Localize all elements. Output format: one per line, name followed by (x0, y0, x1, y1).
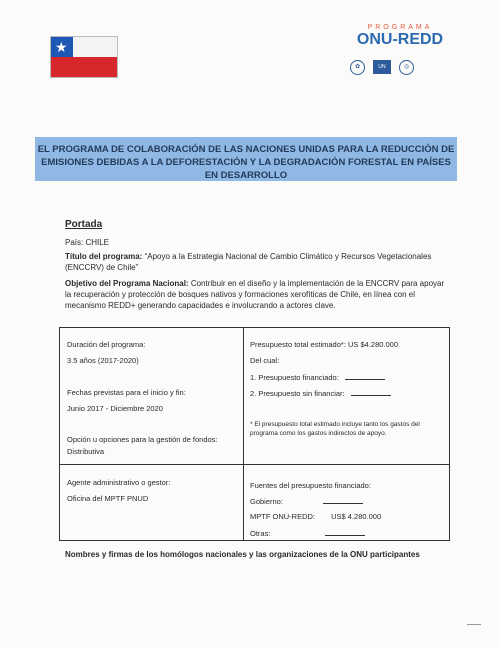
gobierno-row (250, 496, 363, 507)
partner-logos (350, 60, 414, 75)
presupuesto-nota: * El presupuesto total estimado incluye tanto los gastos del programa como los gastos indirectos de apoyo. (250, 421, 420, 437)
del-cual: Del cual: (250, 356, 280, 365)
un-environment-logo-icon: ◎ (399, 60, 414, 75)
fechas-label: Fechas previstas para el inicio y fin: (67, 388, 186, 397)
objetivo-label: Objetivo del Programa Nacional: (65, 279, 189, 288)
chile-flag-image (50, 36, 118, 78)
otras-label: Otras: (250, 529, 271, 538)
opcion-label: Opción u opciones para la gestión de fondos: (67, 435, 218, 444)
presupuesto-sin-financiar-label: 2. Presupuesto sin financiar: (250, 389, 345, 398)
otras-blank-line (325, 528, 365, 536)
fao-logo-icon: ✿ (350, 60, 365, 75)
presupuesto-financiado-label: 1. Presupuesto financiado: (250, 373, 339, 382)
presupuesto-sin-financiar-row (250, 388, 391, 399)
signatures-heading: Nombres y firmas de los homólogos nacionales y las organizaciones de la ONU participantes (65, 550, 420, 559)
pais-line: País: CHILE (65, 238, 110, 247)
onu-redd-logo (345, 24, 455, 49)
objetivo-value: Contribuir en el diseño y la implementación de la ENCCRV para apoyar la recuperación y protección de bosques nativos y formaciones xerofíticas de Chile, en línea con el mecanismo REDD+ generando capacidades e involucrando a actores clave. (65, 279, 445, 310)
fuentes-label: Fuentes del presupuesto financiado: (250, 481, 371, 490)
program-name: ONU-REDD (356, 31, 444, 48)
gobierno-blank-line (323, 496, 363, 504)
portada-heading: Portada (65, 219, 103, 230)
opcion-value: Distributiva (67, 447, 105, 456)
mptf-row (250, 512, 381, 522)
title-banner: EL PROGRAMA DE COLABORACIÓN DE LAS NACIONES UNIDAS PARA LA REDUCCIÓN DE EMISIONES DEBIDAS A LA DEFORESTACIÓN Y LA DEGRADACIÓN FORESTAL EN PAÍSES EN DESARROLLO (35, 137, 457, 181)
duracion-label: Duración del programa: (67, 340, 146, 349)
program-word: PROGRAMA (367, 24, 433, 31)
page-mark (467, 624, 481, 625)
financiado-blank-line (345, 372, 385, 380)
mptf-label: MPTF ONU-REDD: (250, 512, 315, 521)
presupuesto-financiado-row (250, 372, 385, 383)
row-divider (60, 464, 449, 465)
agente-value: Oficina del MPTF PNUD (67, 494, 149, 503)
presupuesto-total: Presupuesto total estimado*: US $4.280.000 (250, 340, 399, 349)
titulo-line (65, 251, 445, 273)
program-info-table (59, 327, 450, 541)
column-divider (243, 328, 244, 540)
objetivo-line (65, 278, 445, 311)
titulo-value: “Apoyo a la Estrategia Nacional de Cambio Climático y Recursos Vegetacionales (ENCCRV) de Chile” (65, 252, 432, 272)
titulo-label: Título del programa: (65, 252, 143, 261)
sin-financiar-blank-line (351, 388, 391, 396)
undp-logo-icon: UN (373, 60, 391, 74)
otras-row (250, 528, 365, 539)
gobierno-label: Gobierno: (250, 497, 283, 506)
duracion-value: 3.5 años (2017-2020) (67, 356, 139, 365)
agente-label: Agente administrativo o gestor: (67, 478, 171, 487)
fechas-value: Junio 2017 - Diciembre 2020 (67, 404, 163, 413)
star-icon: ★ (55, 39, 68, 55)
mptf-value: US$ 4.280.000 (331, 512, 382, 521)
